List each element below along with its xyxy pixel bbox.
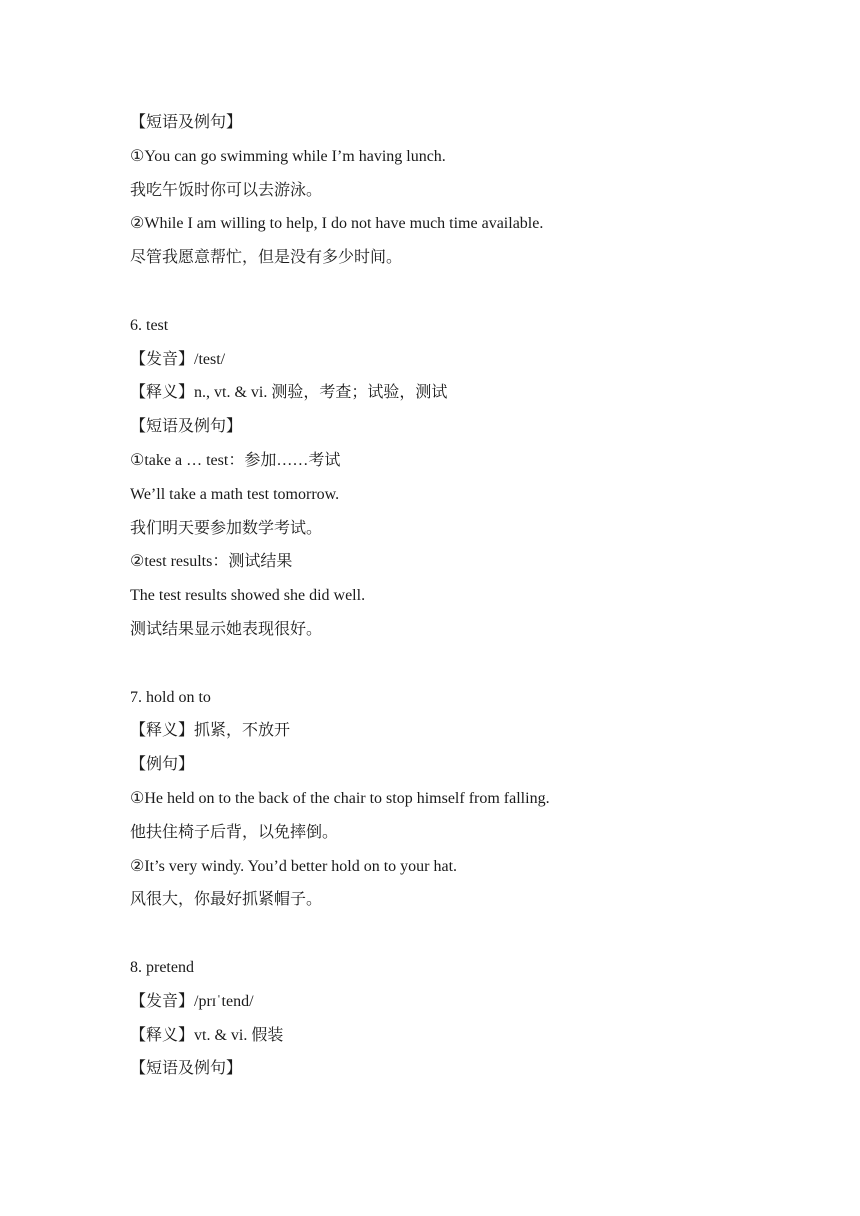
entry-title-hold-on-to: 7. hold on to: [130, 688, 211, 706]
section-heading-phrases: 【短语及例句】: [130, 1060, 243, 1078]
example-sentence-en: We’ll take a math test tomorrow.: [130, 485, 340, 503]
pronunciation: 【发音】/prɪˈtend/: [130, 992, 254, 1010]
example-sentence-en: ①He held on to the back of the chair to stop himself from falling.: [130, 789, 550, 807]
spacer: [130, 647, 750, 681]
example-sentence-zh: 我们明天要参加数学考试。: [130, 519, 323, 537]
section-heading-phrases: 【短语及例句】: [130, 114, 243, 131]
example-sentence-zh: 我吃午饭时你可以去游泳。: [130, 181, 323, 199]
definition: 【释义】抓紧，不放开: [130, 722, 291, 740]
definition: 【释义】vt. & vi. 假装: [130, 1026, 284, 1044]
example-sentence-zh: 他扶住椅子后背，以免摔倒。: [130, 823, 339, 841]
section-heading-phrases: 【短语及例句】: [130, 418, 243, 436]
example-sentence-en: The test results showed she did well.: [130, 587, 366, 605]
spacer: [130, 275, 750, 309]
example-sentence-en: ②While I am willing to help, I do not have much time available.: [130, 215, 544, 233]
example-sentence-zh: 尽管我愿意帮忙，但是没有多少时间。: [130, 249, 403, 267]
pronunciation: 【发音】/test/: [130, 350, 226, 368]
spacer: [130, 917, 750, 951]
section-heading-examples: 【例句】: [130, 756, 195, 774]
example-sentence-en: ②It’s very windy. You’d better hold on to your hat.: [130, 857, 458, 875]
phrase: ①take a … test：参加……考试: [130, 451, 341, 469]
example-sentence-zh: 风很大，你最好抓紧帽子。: [130, 891, 323, 909]
example-sentence-zh: 测试结果显示她表现很好。: [130, 620, 323, 638]
entry-title-pretend: 8. pretend: [130, 958, 194, 976]
entry-title-test: 6. test: [130, 316, 169, 334]
document-content: [130, 106, 750, 1086]
definition: 【释义】n., vt. & vi. 测验，考查；试验，测试: [130, 384, 448, 402]
example-sentence-en: ①You can go swimming while I’m having lunch.: [130, 147, 446, 165]
phrase: ②test results：测试结果: [130, 553, 293, 571]
